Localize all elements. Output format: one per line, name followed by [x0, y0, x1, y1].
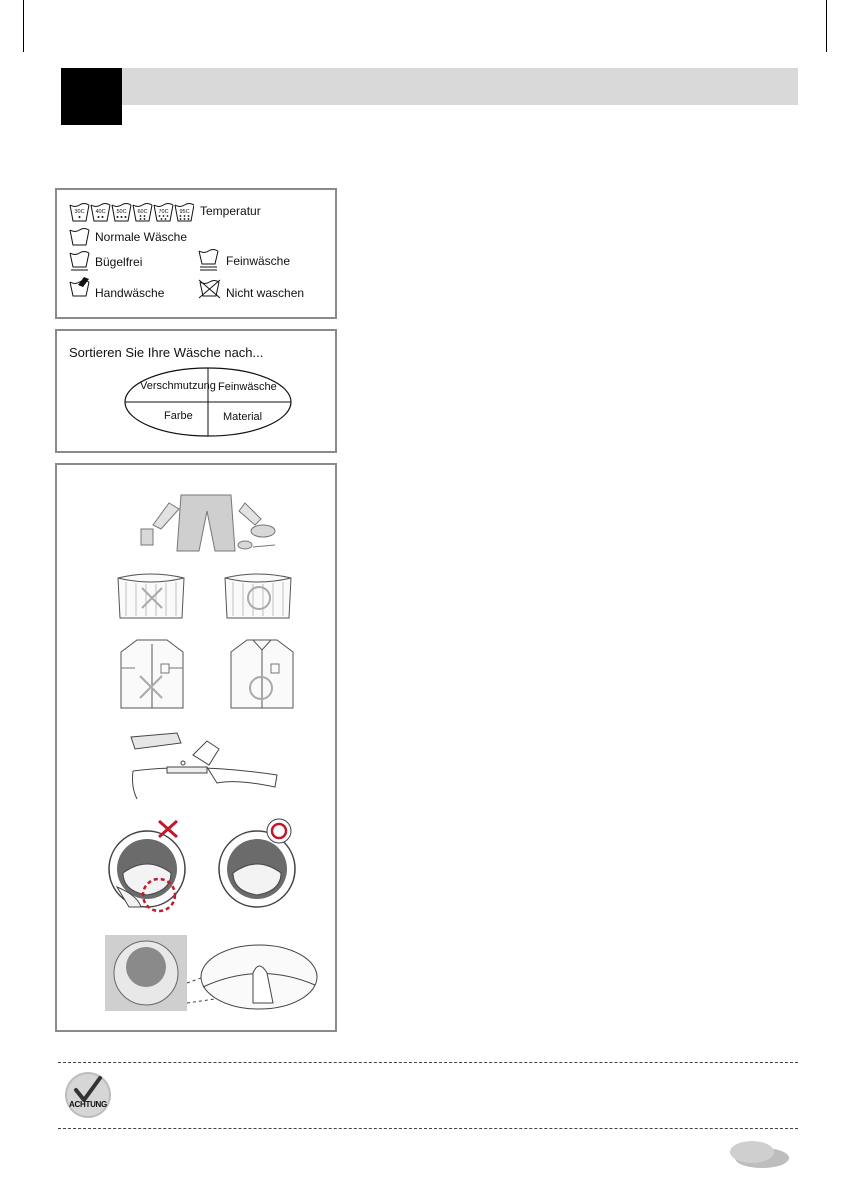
temp-60: 60C [137, 209, 148, 215]
crop-mark-top-right [826, 0, 827, 52]
shirt-buttoned-illustration [227, 638, 297, 710]
section-number-block [61, 68, 122, 125]
do-not-wash-icon [198, 278, 222, 300]
caution-divider-top [58, 1062, 798, 1063]
waistband-wrong-illustration [112, 568, 190, 622]
illustrations-panel [55, 463, 337, 1032]
sorting-title: Sortieren Sie Ihre Wäsche nach... [69, 345, 264, 360]
achtung-label: ACHTUNG [69, 1100, 107, 1109]
care-symbols-panel [55, 188, 337, 319]
feinwaesche-symbol-label: Feinwäsche [226, 254, 291, 268]
nicht-waschen-label: Nicht waschen [226, 286, 305, 300]
waistband-right-illustration [219, 568, 297, 622]
normale-waesche-label: Normale Wäsche [95, 230, 188, 244]
hand-wash-icon [69, 276, 93, 298]
drum-overloaded-illustration [107, 815, 197, 915]
sort-material: Material [223, 411, 263, 423]
temp-70: 70C [158, 209, 169, 215]
crop-mark-top-left [23, 0, 24, 52]
buegelfrei-label: Bügelfrei [95, 255, 143, 269]
shirt-unbuttoned-illustration [117, 638, 187, 710]
page-number-badge [730, 1140, 790, 1170]
sort-verschmutzung: Verschmutzung [140, 380, 216, 392]
sorting-panel [55, 329, 337, 453]
temp-50: 50C [116, 209, 127, 215]
sorting-ellipse-diagram [123, 366, 293, 438]
temperatur-label: Temperatur [200, 204, 261, 218]
permanent-press-icon [69, 250, 91, 272]
empty-pockets-illustration [135, 489, 285, 555]
normal-wash-icon [69, 227, 91, 247]
temp-95: 95C [179, 209, 190, 215]
temperature-tub-icons [69, 202, 194, 224]
pretreat-collar-illustration [127, 727, 283, 803]
caution-divider-bottom [58, 1128, 798, 1129]
door-seal-check-illustration [103, 933, 323, 1013]
handwaesche-label: Handwäsche [95, 286, 165, 300]
sort-farbe: Farbe [164, 410, 193, 422]
check-icon [63, 1070, 113, 1120]
delicate-wash-icon [198, 248, 220, 274]
section-header-bar [62, 68, 798, 105]
drum-correct-illustration [217, 815, 307, 915]
temp-40: 40C [95, 209, 106, 215]
temp-30: 30C [74, 209, 85, 215]
sort-feinwaesche: Feinwäsche [218, 381, 277, 393]
